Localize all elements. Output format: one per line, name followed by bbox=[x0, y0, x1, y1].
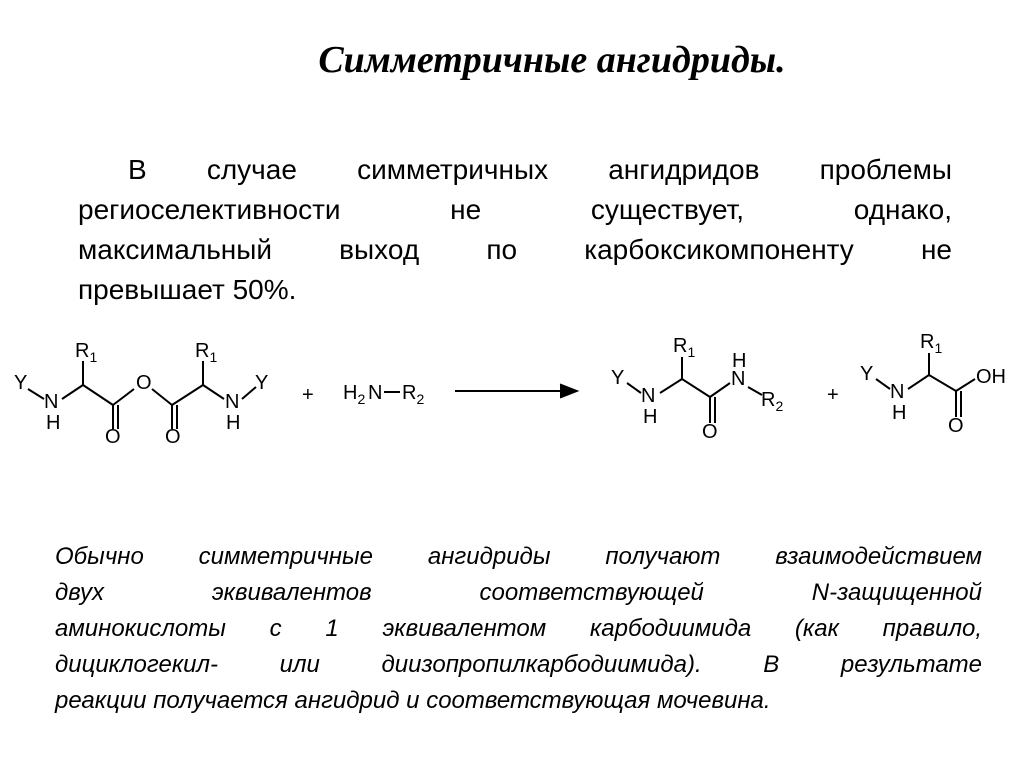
anhydride-h-right: H bbox=[226, 412, 241, 434]
anhydride-y-left: Y bbox=[14, 372, 28, 394]
intro-line-4: превышает 50%. bbox=[78, 274, 297, 305]
amine-structure bbox=[343, 382, 424, 407]
anhydride-o-carbonyl-left: O bbox=[105, 426, 121, 448]
anhydride-o-carbonyl-right: O bbox=[165, 426, 181, 448]
product-r1: $R_1$ bbox=[673, 335, 696, 360]
amine-n: N bbox=[368, 382, 383, 404]
product-nh-n: N bbox=[731, 368, 746, 390]
note-line-5: реакции получается ангидрид и соответствующая мочевина. bbox=[55, 687, 771, 714]
anhydride-n-left: N bbox=[44, 391, 59, 413]
intro-line-2: региоселективности не существует, однако, bbox=[78, 194, 952, 225]
intro-line-3: максимальный выход по карбоксикомпоненту не bbox=[78, 234, 952, 265]
note-line-2: двух эквивалентов соответствующей N-защищенной bbox=[55, 579, 982, 606]
product-o: O bbox=[702, 421, 718, 443]
amine-r2: $R_2$ bbox=[402, 382, 425, 407]
acid-o: O bbox=[948, 415, 964, 437]
amide-product-structure bbox=[611, 335, 783, 443]
reaction-arrow bbox=[455, 384, 578, 398]
anhydride-r1-right: $R_1$ bbox=[195, 340, 218, 365]
acid-h: H bbox=[892, 402, 907, 424]
plus-sign-2: + bbox=[827, 384, 839, 406]
acid-r1: $R_1$ bbox=[920, 331, 943, 356]
anhydride-structure bbox=[14, 340, 268, 448]
note-paragraph bbox=[55, 539, 982, 719]
anhydride-y-right: Y bbox=[255, 372, 269, 394]
anhydride-h-left: H bbox=[46, 412, 61, 434]
page-title: Симметричные ангидриды. bbox=[318, 39, 786, 81]
product-h: H bbox=[643, 406, 658, 428]
note-line-4: дициклогекил- или диизопропилкарбодиимида). В результате bbox=[55, 651, 982, 678]
note-line-3: аминокислоты с 1 эквивалентом карбодиимида (как правило, bbox=[55, 615, 982, 642]
product-r2: $R_2$ bbox=[761, 389, 784, 414]
plus-sign-1: + bbox=[302, 384, 314, 406]
product-y: Y bbox=[611, 367, 625, 389]
reaction-scheme bbox=[0, 325, 1024, 455]
acid-oh: OH bbox=[976, 366, 1006, 388]
anhydride-o-bridge: O bbox=[136, 372, 152, 394]
intro-line-1: В случае симметричных ангидридов проблемы bbox=[128, 154, 952, 185]
anhydride-r1-left: $R_1$ bbox=[75, 340, 98, 365]
note-line-1: Обычно симметричные ангидриды получают взаимодействием bbox=[55, 543, 982, 570]
product-n: N bbox=[641, 385, 656, 407]
acid-y: Y bbox=[860, 363, 874, 385]
product-nh-h: H bbox=[732, 350, 747, 372]
amine-h2: $H_2$ bbox=[343, 382, 366, 407]
intro-paragraph bbox=[78, 150, 952, 310]
acid-byproduct-structure bbox=[860, 331, 1006, 437]
acid-n: N bbox=[890, 381, 905, 403]
anhydride-n-right: N bbox=[225, 391, 240, 413]
